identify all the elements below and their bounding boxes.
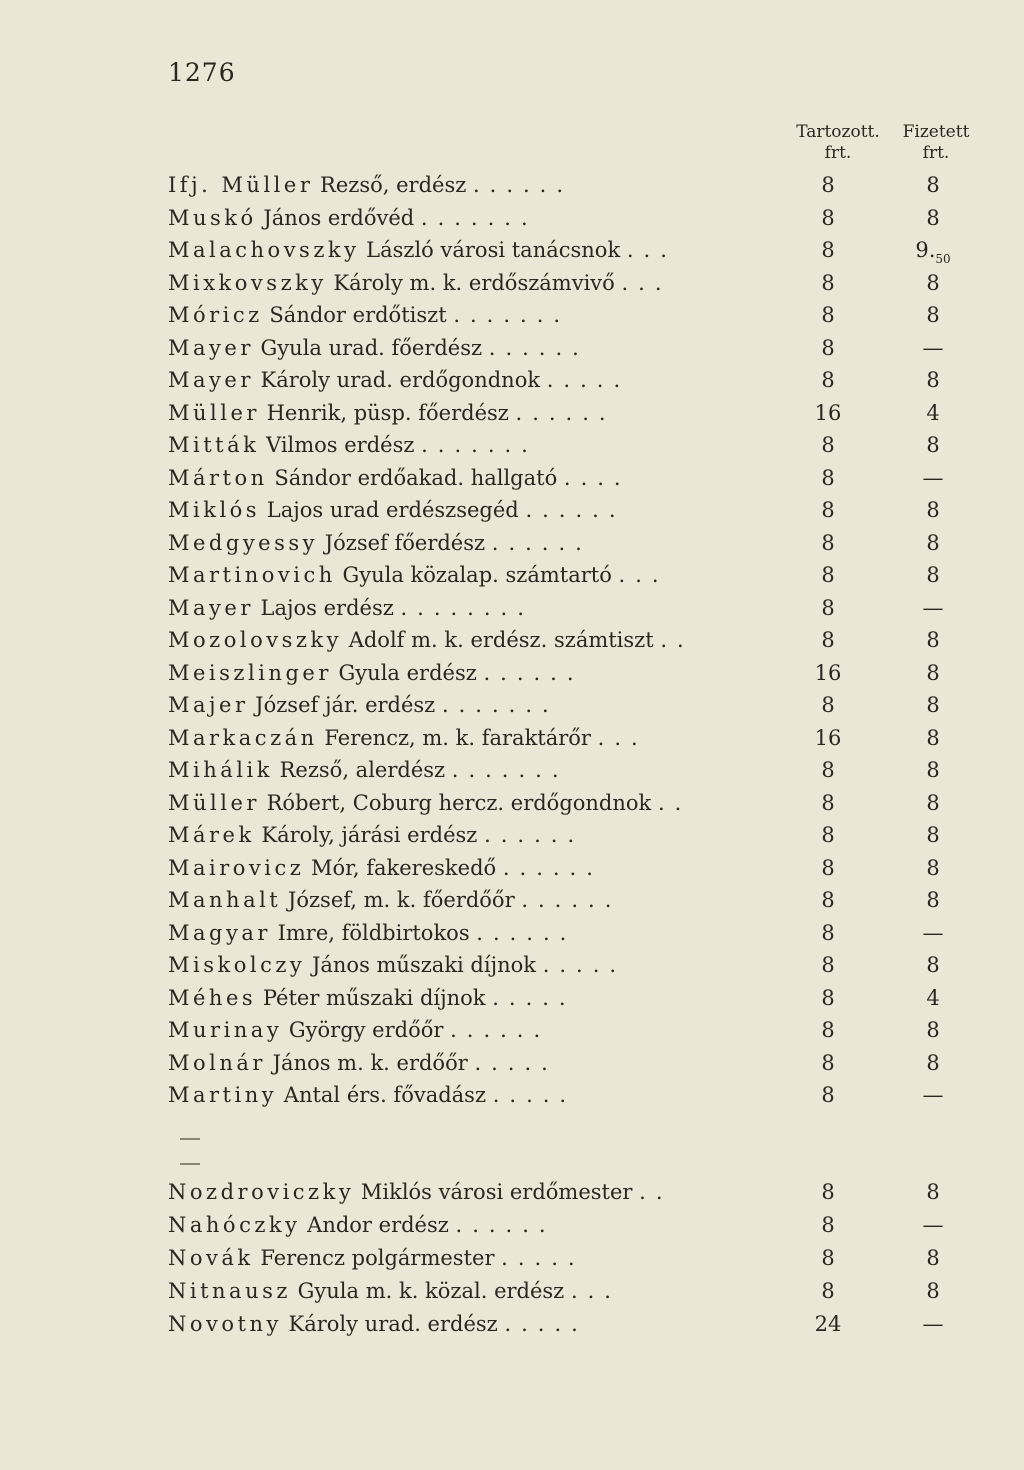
leader-dots: ....... [421, 433, 538, 457]
paid-amount [910, 433, 956, 457]
owed-amount: 8 [821, 465, 835, 490]
paid-unit: frt. [922, 143, 950, 163]
paid-amount [910, 303, 956, 327]
entry-description: János műszaki díjnok [305, 953, 536, 977]
paid-value: 8 [926, 693, 940, 717]
entry-surname: Miskolczy [168, 953, 306, 977]
owed-amount: 8 [821, 1213, 835, 1237]
owed-amount: 8 [821, 1018, 835, 1042]
paid-value: 8 [926, 173, 940, 197]
leader-dots: .. [639, 1180, 673, 1204]
owed-amount: 8 [821, 823, 835, 847]
entry-name [168, 596, 788, 620]
leader-dots: ... [626, 238, 677, 262]
paid-value: 8 [926, 1180, 940, 1204]
owed-amount: 8 [821, 238, 835, 262]
paid-amount [910, 986, 956, 1010]
entry-surname: Müller [168, 400, 260, 425]
owed-amount: 8 [821, 1050, 835, 1075]
owed-amount: 8 [821, 855, 835, 880]
paid-value: 8 [926, 855, 940, 880]
entry-name [168, 628, 788, 652]
owed-amount: 8 [821, 985, 835, 1010]
paid-value: 8 [926, 1018, 940, 1042]
entry-name [168, 661, 788, 685]
entry-name [168, 1246, 788, 1270]
entry-description: Gyula erdész [331, 660, 477, 685]
entry-surname: Mairovicz [168, 855, 305, 880]
paid-value: 8 [926, 1279, 940, 1303]
entry-surname: Magyar [168, 920, 271, 945]
entry-name [168, 953, 788, 977]
leader-dots: ...... [483, 660, 584, 685]
paid-amount [910, 888, 956, 912]
entry-surname: Molnár [168, 1050, 266, 1075]
paid-value: 4 [926, 400, 940, 425]
paid-amount [910, 1051, 956, 1075]
entry-description: Vilmos erdész [259, 433, 415, 457]
owed-amount: 8 [821, 1279, 835, 1303]
leader-dots: ..... [501, 1246, 585, 1270]
paid-amount [910, 823, 956, 847]
owed-amount: 8 [821, 1246, 835, 1270]
entry-description: Lajos erdész [253, 595, 394, 620]
paid-amount [910, 336, 956, 360]
entry-name [168, 466, 788, 490]
entry-surname: Muskó [168, 205, 257, 230]
entry-surname: Méhes [168, 985, 257, 1010]
entry-description: Henrik, püsp. főerdész [259, 400, 509, 425]
entry-description: Rezső, erdész [313, 173, 467, 197]
owed-amount: 8 [821, 303, 835, 327]
leader-dots: ... [597, 725, 648, 750]
paid-amount [910, 1312, 956, 1336]
owed-amount: 8 [821, 920, 835, 945]
entry-description: László városi tanácsnok [359, 238, 621, 262]
entry-surname: Mixkovszky [168, 270, 327, 295]
leader-dots: .. [660, 628, 694, 652]
entry-description: Sándor erdőakad. hallgató [267, 465, 558, 490]
leader-dots: ....... [451, 758, 569, 782]
entry-name [168, 791, 788, 815]
entry-name [168, 1180, 788, 1204]
paid-value: 8 [926, 368, 940, 392]
leader-dots: ...... [476, 920, 577, 945]
entry-description: Károly urad. erdész [281, 1312, 498, 1336]
leader-dots: ...... [488, 335, 589, 360]
paid-value: 8 [926, 530, 940, 555]
paid-value: 8 [926, 758, 940, 782]
entry-name [168, 856, 788, 880]
entry-name [168, 693, 788, 717]
owed-amount: 8 [821, 563, 835, 587]
owed-amount: 8 [821, 335, 835, 360]
entry-surname: Martiny [168, 1083, 278, 1107]
entry-surname: Mihálik [168, 758, 273, 782]
entry-name [168, 531, 788, 555]
entry-description: Andor erdész [300, 1213, 449, 1237]
owed-amount: 8 [821, 498, 835, 522]
entry-name [168, 173, 788, 197]
paid-value: 8 [926, 725, 940, 750]
paid-amount [910, 726, 956, 750]
paid-value: 8 [926, 1050, 940, 1075]
leader-dots: ...... [515, 400, 616, 425]
entry-surname: Móricz [168, 303, 263, 327]
entry-surname: Manhalt [168, 888, 282, 912]
entry-description: Imre, földbirtokos [270, 920, 470, 945]
paid-fraction: 50 [935, 252, 951, 266]
leader-dots: ...... [450, 1018, 551, 1042]
owed-amount: 8 [821, 433, 835, 457]
entry-surname: Medgyessy [168, 530, 319, 555]
entry-surname: Majer [168, 693, 249, 717]
owed-amount: 24 [814, 1312, 842, 1336]
leader-dots: ...... [484, 823, 585, 847]
paid-value: — [922, 335, 944, 360]
paid-value: 9. [915, 238, 936, 262]
entry-surname: Müller [168, 790, 260, 815]
entry-description: Péter műszaki díjnok [256, 985, 486, 1010]
entry-name [168, 1279, 788, 1303]
owed-amount: 8 [821, 173, 835, 197]
entry-surname: Mayer [168, 595, 254, 620]
leader-dots: ....... [420, 205, 538, 230]
paid-amount [910, 953, 956, 977]
paid-value: 8 [926, 888, 940, 912]
paid-amount [910, 1213, 956, 1237]
paid-amount [910, 401, 956, 425]
entry-description: Róbert, Coburg hercz. erdőgondnok [259, 790, 652, 815]
entry-name [168, 1213, 788, 1237]
leader-dots: ....... [441, 693, 559, 717]
entry-name [168, 401, 788, 425]
entry-description: Gyula közalap. számtartó [335, 563, 612, 587]
paid-value: — [922, 595, 944, 620]
paid-amount [910, 628, 956, 652]
entry-surname: Nozdroviczky [168, 1180, 355, 1204]
paid-value: 8 [926, 823, 940, 847]
entry-description: Károly, járási erdész [254, 823, 478, 847]
entry-name [168, 206, 788, 230]
owed-label: Tartozott. [796, 122, 880, 142]
paid-value: 8 [926, 953, 940, 977]
leader-dots: ...... [472, 173, 574, 197]
owed-amount: 8 [821, 1083, 835, 1107]
entry-surname: Mayer [168, 335, 254, 360]
entry-surname: Miklós [168, 498, 261, 522]
entry-surname: Meiszlinger [168, 660, 332, 685]
paid-value: 8 [926, 1246, 940, 1270]
entry-description: János erdővéd [256, 205, 415, 230]
entry-name [168, 368, 788, 392]
entry-name [168, 303, 788, 327]
owed-amount: 8 [821, 595, 835, 620]
entry-description: Károly urad. erdőgondnok [253, 368, 541, 392]
paid-amount [910, 563, 956, 587]
leader-dots: ...... [502, 855, 603, 880]
entry-description: Adolf m. k. erdész. számtiszt [342, 628, 654, 652]
owed-amount: 16 [814, 660, 842, 685]
entry-surname: Mitták [168, 433, 260, 457]
leader-dots: ..... [492, 985, 576, 1010]
owed-amount: 8 [821, 530, 835, 555]
paid-value: — [922, 1213, 944, 1237]
leader-dots: ..... [546, 368, 631, 392]
paid-value: 8 [926, 205, 940, 230]
owed-amount: 8 [821, 758, 835, 782]
entry-name [168, 1051, 788, 1075]
entry-surname: Nitnausz [168, 1279, 291, 1303]
paid-amount [910, 921, 956, 945]
leader-dots: ...... [525, 498, 626, 522]
leader-dots: .. [657, 790, 692, 815]
entry-description: Rezső, alerdész [272, 758, 446, 782]
paid-amount [910, 791, 956, 815]
owed-amount: 8 [821, 368, 835, 392]
owed-amount: 8 [821, 1180, 835, 1204]
entry-description: Mór, fakereskedő [304, 855, 497, 880]
paid-value: 8 [926, 660, 940, 685]
leader-dots: ...... [491, 530, 592, 555]
owed-amount: 8 [821, 888, 835, 912]
paid-amount [910, 368, 956, 392]
owed-amount: 16 [814, 400, 842, 425]
section-divider [180, 1163, 200, 1165]
paid-amount [910, 693, 956, 717]
owed-unit: frt. [824, 143, 852, 163]
entry-description: József jár. erdész [248, 693, 436, 717]
leader-dots: ....... [453, 303, 571, 327]
entry-description: Ferencz polgármester [253, 1246, 495, 1270]
entry-name [168, 1312, 788, 1336]
paid-value: — [922, 465, 944, 490]
entry-description: Sándor erdőtiszt [262, 303, 447, 327]
paid-amount [910, 498, 956, 522]
paid-amount [910, 1083, 956, 1107]
owed-amount: 8 [821, 790, 835, 815]
entry-surname: Murinay [168, 1018, 283, 1042]
paid-value: — [922, 920, 944, 945]
paid-amount [910, 596, 956, 620]
paid-amount [910, 271, 956, 295]
paid-amount [910, 1180, 956, 1204]
entry-name [168, 823, 788, 847]
owed-amount: 8 [821, 270, 835, 295]
paid-amount [910, 206, 956, 230]
paid-value: 8 [926, 303, 940, 327]
paid-amount [910, 856, 956, 880]
leader-dots: ...... [455, 1213, 556, 1237]
entry-surname: Novák [168, 1246, 254, 1270]
paid-label: Fizetett [902, 122, 970, 142]
entry-description: Gyula m. k. közal. erdész [290, 1279, 565, 1303]
entry-name [168, 336, 788, 360]
paid-value: 8 [926, 563, 940, 587]
leader-dots: ...... [521, 888, 622, 912]
entry-name [168, 758, 788, 782]
entry-surname: Martinovich [168, 563, 336, 587]
paid-value: 8 [926, 628, 940, 652]
paid-amount [910, 238, 956, 266]
entry-surname: Ifj. Müller [168, 173, 314, 197]
paid-value: — [922, 1312, 944, 1336]
paid-amount [910, 1018, 956, 1042]
entry-surname: Markaczán [168, 725, 318, 750]
entry-description: György erdőőr [282, 1018, 444, 1042]
owed-amount: 8 [821, 693, 835, 717]
entry-surname: Nahóczky [168, 1213, 301, 1237]
entry-name [168, 726, 788, 750]
paid-amount [910, 1279, 956, 1303]
entry-name [168, 986, 788, 1010]
entry-description: János m. k. erdőőr [265, 1050, 468, 1075]
paid-amount [910, 531, 956, 555]
paid-amount [910, 466, 956, 490]
entry-name [168, 888, 788, 912]
paid-value: 8 [926, 433, 940, 457]
entry-surname: Mayer [168, 368, 254, 392]
owed-amount: 16 [814, 725, 842, 750]
section-divider [180, 1138, 200, 1140]
paid-amount [910, 661, 956, 685]
leader-dots: ..... [492, 1083, 577, 1107]
paid-amount [910, 173, 956, 197]
entry-name [168, 238, 788, 262]
entry-description: József főerdész [318, 530, 486, 555]
paid-value: 4 [926, 985, 940, 1010]
paid-amount [910, 758, 956, 782]
entry-surname: Malachovszky [168, 238, 360, 262]
leader-dots: ... [570, 1279, 621, 1303]
leader-dots: ... [621, 270, 672, 295]
entry-name [168, 271, 788, 295]
entry-name [168, 1018, 788, 1042]
entry-surname: Mozolovszky [168, 628, 343, 652]
leader-dots: ... [618, 563, 669, 587]
entry-description: Ferencz, m. k. faraktárőr [317, 725, 591, 750]
entry-description: Károly m. k. erdőszámvivő [326, 270, 615, 295]
entry-description: Antal érs. fővadász [277, 1083, 487, 1107]
paid-value: 8 [926, 498, 940, 522]
owed-amount: 8 [821, 205, 835, 230]
paid-value: — [922, 1083, 944, 1107]
entry-name [168, 921, 788, 945]
entry-name [168, 433, 788, 457]
entry-surname: Márek [168, 823, 255, 847]
entry-name [168, 1083, 788, 1107]
entry-name [168, 563, 788, 587]
paid-amount [910, 1246, 956, 1270]
paid-value: 8 [926, 790, 940, 815]
entry-description: József, m. k. főerdőőr [281, 888, 515, 912]
leader-dots: ..... [542, 953, 627, 977]
page-number: 1276 [168, 58, 236, 87]
entry-description: Miklós városi erdőmester [354, 1180, 633, 1204]
entry-surname: Márton [168, 465, 268, 490]
owed-amount: 8 [821, 953, 835, 977]
leader-dots: ........ [400, 595, 534, 620]
leader-dots: .... [563, 465, 631, 490]
entry-description: Gyula urad. főerdész [253, 335, 483, 360]
entry-name [168, 498, 788, 522]
entry-surname: Novotny [168, 1312, 282, 1336]
entry-description: Lajos urad erdészsegéd [260, 498, 519, 522]
owed-amount: 8 [821, 628, 835, 652]
paid-value: 8 [926, 270, 940, 295]
leader-dots: ..... [504, 1312, 588, 1336]
leader-dots: ..... [474, 1050, 558, 1075]
